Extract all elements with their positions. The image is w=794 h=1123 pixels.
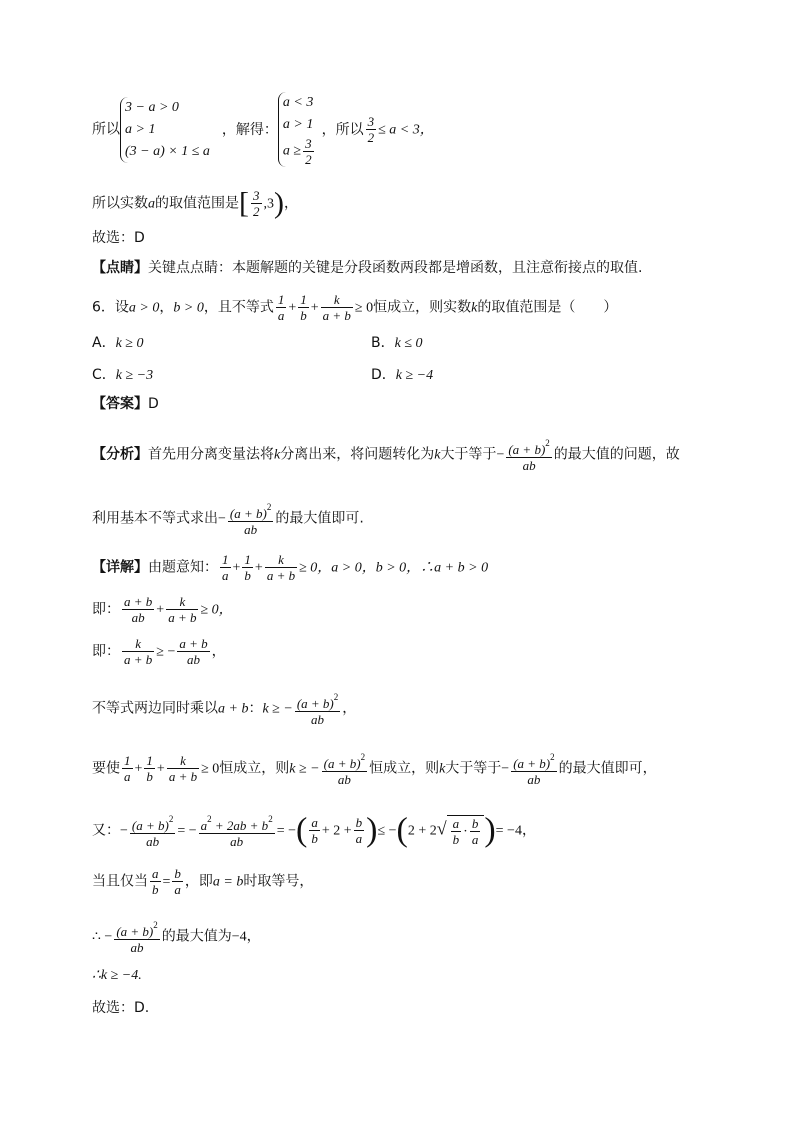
analysis-line-1: 【分析】首先用分离变量法将k分离出来，将问题转化为k大于等于− $\frac{(a + b)^2}{ab}$ 的最大值的问题，故 xyxy=(92,438,680,473)
detail-line-6: 又：− $\frac{(a + b)^2}{ab}$ = − $\frac{a^2 + 2ab + b^2}{ab}$ = −( $\frac{a}{b}$ + 2 + $\frac{b}{a}$ )≤ −(2 + 2√ $\frac{a}{b}$ · $\frac{b}{a}$ )= −4， xyxy=(92,811,536,849)
detail-line-10: 故选：D. xyxy=(92,1000,150,1016)
detail-line-2: 即： $\frac{a + b}{ab}$ + $\frac{k}{a + b}$ ≥ 0， xyxy=(92,594,233,625)
inequality-system xyxy=(120,97,210,163)
choice-line: 故选：D xyxy=(92,230,145,246)
option-b[interactable]: B．k ≤ 0 xyxy=(371,335,423,351)
option-d[interactable]: D．k ≥ −4 xyxy=(371,367,434,383)
detail-line-5: 要使 $\frac{1}{a}$ + $\frac{1}{b}$ + $\frac{k}{a + b}$ ≥ 0恒成立，则k ≥ − $\frac{(a + b)^2}{ab}$ 恒成立，则k大于等于− $\frac{(a + b)^2}{ab}$ 的最大值即可， xyxy=(92,752,657,787)
ineq: a < 3 xyxy=(282,95,314,110)
detail-line-4: 不等式两边同时乘以a + b：k ≥ − $\frac{(a + b)^2}{ab}$ ， xyxy=(92,692,357,727)
text: 所以 xyxy=(92,121,120,138)
range-line: 所以实数a的取值范围是[ $\frac{3}{2}$ ,3)， xyxy=(92,186,298,220)
detail-line-9: ∴k ≥ −4. xyxy=(92,968,142,983)
solution-system xyxy=(278,92,316,167)
text: ，所以 xyxy=(321,121,364,138)
ineq: (3 − a) × 1 ≤ a xyxy=(125,143,210,159)
analysis-line-2: 利用基本不等式求出− $\frac{(a + b)^2}{ab}$ 的最大值即可. xyxy=(92,502,364,537)
detail-line-3: 即： $\frac{k}{a + b}$ ≥ − $\frac{a + b}{ab}$ ， xyxy=(92,636,226,667)
text: ≤ a < 3， xyxy=(378,122,434,138)
ineq: 3 − a > 0 xyxy=(125,99,179,115)
fraction: $\frac{3}{2}$ xyxy=(367,114,375,145)
detail-line-8: ∴ − $\frac{(a + b)^2}{ab}$ 的最大值为−4， xyxy=(92,920,261,955)
detail-line-1: 【详解】由题意知： $\frac{1}{a}$ + $\frac{1}{b}$ + $\frac{k}{a + b}$ ≥ 0，a > 0，b > 0，∴a + b > 0 xyxy=(92,552,489,583)
comment-line: 【点睛】关键点点睛：本题解题的关键是分段函数两段都是增函数，且注意衔接点的取值. xyxy=(92,260,643,276)
ineq: a ≥ $\frac{3}{2}$ xyxy=(282,136,312,167)
answer-line: 【答案】D xyxy=(92,396,159,412)
ineq: a > 1 xyxy=(125,121,156,137)
option-a[interactable]: A．k ≥ 0 xyxy=(92,335,144,351)
detail-line-7: 当且仅当 $\frac{a}{b}$ = $\frac{b}{a}$ ，即a = b时取等号， xyxy=(92,866,314,897)
ineq: a > 1 xyxy=(282,117,314,132)
question-6-stem: 6．设a > 0，b > 0，且不等式 $\frac{1}{a}$ + $\frac{1}{b}$ + $\frac{k}{a + b}$ ≥ 0恒成立，则实数k的取值范围是（ ） xyxy=(92,292,618,323)
solution-line-system xyxy=(92,92,434,167)
text: ，解得： xyxy=(221,121,278,138)
option-c[interactable]: C．k ≥ −3 xyxy=(92,367,154,383)
